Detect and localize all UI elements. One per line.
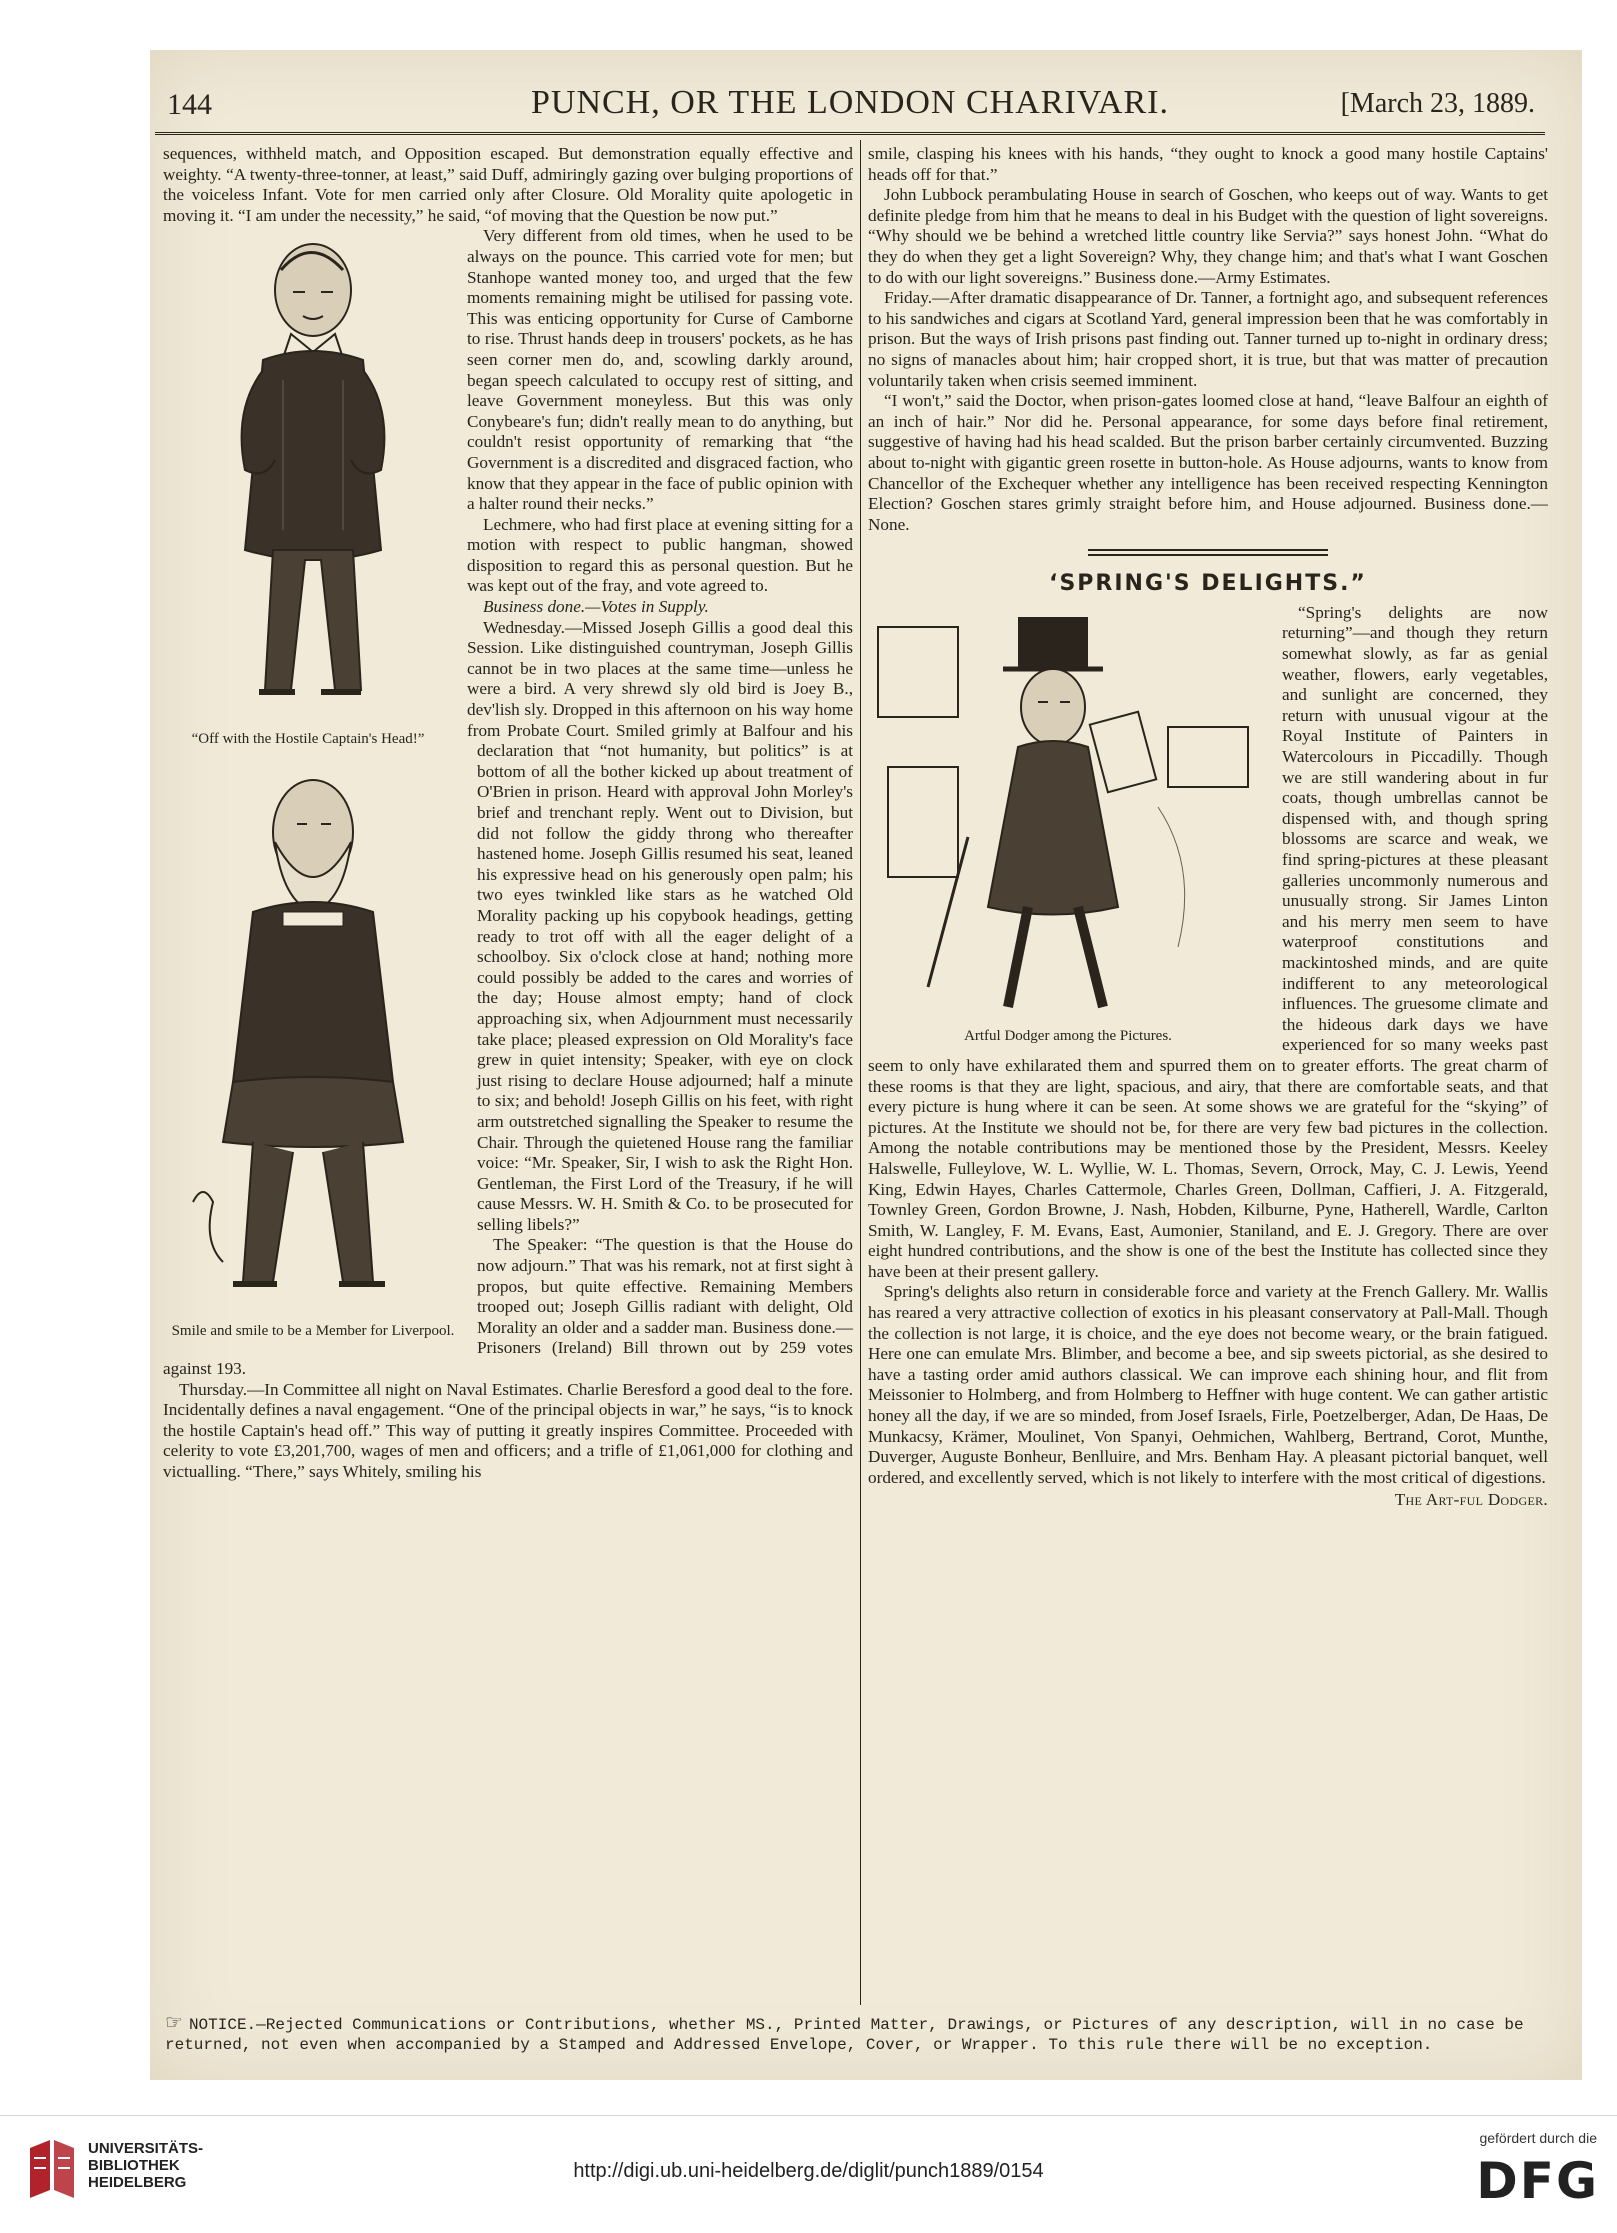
paragraph: sequences, withheld match, and Opposition escaped. But demonstration equally effective and weighty. “A twenty-three-tonner, at least,” said Duff, admiringly gazing over bulging proportions of the voiceless Infant. Vote for men carried only after Closure. Old Morality quite apologetic in moving it. “I am under the necessity,” he said, “of moving that the Question be now put.” [163, 144, 853, 225]
paragraph: John Lubbock perambulating House in search of Goschen, who keeps out of way. Wants to get definite pledge from him that he means to deal in his Budget with the question of light sovereigns. “Why should we be behind a wretched little country like Servia?” says honest John. “What do they do when they get a light Sovereign? Why, they change him; and that's what I want Goschen to do with our light sovereigns.” Business done.—Army Estimates. [868, 185, 1548, 287]
library-name-line: BIBLIOTHEK [88, 2157, 180, 2174]
library-name-line: HEIDELBERG [88, 2174, 187, 2191]
paragraph: Very different from old times, when he used to be always on the pounce. This carried vote for men; but Stanhope wanted money too, and urged that the few moments remaining might be utilised for passing vote. This was enticing opportunity for Curse of Camborne to rise. Thrust hands deep in trousers' pockets, as he has seen corner men do, and, scowling darkly around, began speech calculated to occupy rest of sitting, and leave Government moneyless. But this was only Conybeare's fun; didn't really mean to do anything, but couldn't resist opportunity of remarking that “the Government is a discredited and disgraced faction, who know that they appear in the face of public opinion with a halter round their necks.” [467, 226, 853, 514]
paragraph: Spring's delights also return in considerable force and variety at the French Gallery. Mr. Wallis has reared a very attractive collection of exotics in his pleasant conservatory at Pall-Mall. Though the collection is not large, it is choice, and the eye does not become weary, or the brain fatigued. Here one can emulate Mrs. Blimber, and become a bee, and sip sweets pictorial, as she desired to have a tasting order amid authors classical. We can improve each shining hour, and flit from Meissonier to Holmberg, and from Holmberg to Heffner with huge content. We can gather artistic honey all the day, if we are so minded, from Josef Israels, Firle, Poetzelberger, Adan, De Haas, De Munkacsy, Krämer, Moulinet, Von Spanyi, Oehmichen, Wahlberg, Bertrand, Corot, Munthe, Duverger, Auguste Bonheur, Benlluire, and Mrs. Benham Hay. A pleasant pictorial banquet, well ordered, and excellently served, which is not likely to interfere with the most critical of digestions. [868, 1282, 1548, 1487]
paragraph: “Spring's delights are now returning”—and though they return somewhat slowly, as far as genial weather, flowers, early vegetables, and sunlight are concerned, they return with unusual vigour at the Royal Institute of Painters in Watercolours in Piccadilly. Though we are still wandering about in fur coats, though umbrellas cannot be dispensed with, and though spring blossoms are scarce and weak, we find spring-pictures at these pleasant galleries uncommonly numerous and unusually strong. Sir James Linton and his merry men seem to have waterproof constitutions and mackintoshed minds, and are quite indifferent to any meteorological influences. The gruesome climate and the hideous dark days we have experienced for so many weeks past seem to only have exhilarated them and spurred them on to greater efforts. The great charm of these rooms is that they are light, spacious, and airy, that there are comfortable seats, and that every picture is hung where it can be seen. At some shows we are grateful for the “skying” of pictures. At the Institute we should not be, for there are very few bad pictures in the collection. Among the notable contributions may be mentioned those by the President, Messrs. Keeley Halswelle, Fulleylove, W. L. Wyllie, W. L. Thomas, Severn, Orrock, May, C. J. Lewis, Yeend King, Edwin Hayes, Charles Cattermole, Charles Green, Dollman, Caffieri, J. A. Fitzgerald, Townley Green, Gordon Browne, J. Nash, Hobden, Kilburne, Pyne, Hatherell, Wardle, Carlton Smith, W. Langley, F. M. Evans, East, Aumonier, Staniland, and E. J. Gregory. There are over eight hundred contributions, and the show is one of the best the Institute has collected since they have been at their present gallery. [868, 602, 1548, 1281]
paragraph: “I won't,” said the Doctor, when prison-gates loomed close at hand, “leave Balfour an eighth of an inch of hair.” Nor did he. Personal appearance, for some days before final retirement, suggestive of having had his head scalded. But the prison barber certainly circumvented. Buzzing about to-night with gigantic green rosette in button-hole. As House adjourns, wants to know from Chancellor of the Exchequer whether any intelligence has been received respecting Kennington Election? Goschen stares grimly straight before him, and House adjourned. Business done.—None. [868, 391, 1548, 534]
illustration-caption: “Off with the Hostile Captain's Head!” [191, 731, 425, 748]
notice [165, 2015, 1545, 2055]
illustration-liverpool [163, 762, 463, 1340]
illustration-artful-dodger [868, 607, 1268, 1045]
column-divider [860, 140, 861, 2005]
permalink[interactable]: http://digi.ub.uni-heidelberg.de/diglit/punch1889/0154 [573, 2160, 1044, 2182]
publication-title: PUNCH, OR THE LONDON CHARIVARI. [530, 84, 1169, 121]
page-header [155, 82, 1545, 135]
pointing-hand-icon: ☞ [165, 2013, 183, 2036]
paragraph: Thursday.—In Committee all night on Naval Estimates. Charlie Beresford a good deal to the fore. Incidentally defines a naval engagement. “One of the principal objects in war,” he says, “is to knock the hostile Captain's head off.” This way of putting it greatly inspires Committee. Proceeded with celerity to vote £3,201,700, wages of men and officers; and a trifle of £1,061,000 for clothing and victualling. “There,” says Whitely, smiling his [163, 1379, 853, 1481]
illustration-captain [163, 230, 453, 748]
paragraph: smile, clasping his knees with his hands, “they ought to knock a good many hostile Captains' heads off for that.” [868, 144, 1548, 184]
caricature-gallery-visitor [868, 607, 1268, 1027]
paragraph: Lechmere, who had first place at evening sitting for a motion with respect to public hangman, showed disposition to regard this as personal question. But he was kept out of the fray, and vote agreed to. [467, 514, 853, 596]
signature: The Art-ful Dodger. [1394, 1490, 1548, 1510]
page-number: 144 [167, 88, 212, 121]
paragraph: Wednesday.—Missed Joseph Gillis a good deal this Session. Like distinguished countryman, Joseph Gillis cannot be in two places at the same time—unless he were a bird. A very shrewd sly old bird is Joey B., dev'lish sly. Dropped in this afternoon on his way home from Probate Court. Smiled grimly at Balfour and his declaration that “not humanity, but politics” is at bottom of all the bother kicked up about treatment of O'Brien in prison. Heard with approval John Morley's brief and trenchant reply. Went out to Division, but did not follow the giddy throng who thereafter hastened home. Joseph Gillis resumed his seat, leaned his expressive head on his generously open palm; his two eyes twinkled like stars as he watched Old Morality packing up his copybook headings, getting ready to trot off with all the eager delight of a schoolboy. Six o'clock close at hand; nothing more could possibly be added to the cares and worries of the day; House almost empty; hand of clock approaching six, when Adjournment must necessarily take place; pleased expression on Old Morality's face grew in quiet intensity; Speaker, with eye on clock just rising to declare House adjourned; half a minute to six; and behold! Joseph Gillis on his feet, with right arm outstretched signalling the Speaker to resume the Chair. Through the quietened House rang the familiar voice: “Mr. Speaker, Sir, I wish to ask the Right Hon. Gentleman, the First Lord of the Treasury, if he will cause Messrs. W. H. Smith & Co. to be prosecuted for selling libels?” [467, 617, 853, 1234]
paragraph: Friday.—After dramatic disappearance of Dr. Tanner, a fortnight ago, and subsequent references to his sandwiches and cigars at Scotland Yard, general impression been that he was comfortably in prison. But the ways of Irish prisons past finding out. Tanner turned up to-night in ordinary dress; no signs of manacles about him; hair cropped short, it is true, but that was matter of precaution voluntarily taken when crisis seemed imminent. [868, 288, 1548, 390]
library-name-line: UNIVERSITÄTS- [88, 2140, 204, 2157]
caricature-standing-man [163, 230, 453, 730]
illustration-caption: Smile and smile to be a Member for Liverpool. [171, 1323, 455, 1340]
funded-by-label: gefördert durch die [1479, 2130, 1597, 2146]
paragraph: The Speaker: “The question is that the House do now adjourn.” That was his remark, not at first sight à propos, but quite effective. Remaining Members trooped out; Joseph Gillis radiant with delight, Old Morality an older and a sadder man. Business done.—Prisoners (Ireland) Bill thrown out by 259 votes against 193. [163, 1235, 853, 1379]
illustration-caption: Artful Dodger among the Pictures. [964, 1027, 1172, 1044]
right-column [868, 144, 1548, 2004]
dfg-logo[interactable]: DFG [1476, 2152, 1599, 2210]
notice-text: NOTICE.—Rejected Communications or Contributions, whether MS., Printed Matter, Drawings, or Pictures of any description, will in no case be returned, not even when accompanied by a Stamped and Addressed Envelope, Cover, or Wrapper. To this rule there will be no exception. [165, 2016, 1524, 2054]
issue-date: [March 23, 1889. [1340, 88, 1535, 119]
section-separator [1088, 549, 1328, 556]
business-done: Business done.—Votes in Supply. [483, 597, 709, 617]
caricature-seated-man [163, 762, 463, 1322]
section-title: ‘SPRING'S DELIGHTS.” [1049, 571, 1367, 597]
left-column [163, 144, 853, 2004]
